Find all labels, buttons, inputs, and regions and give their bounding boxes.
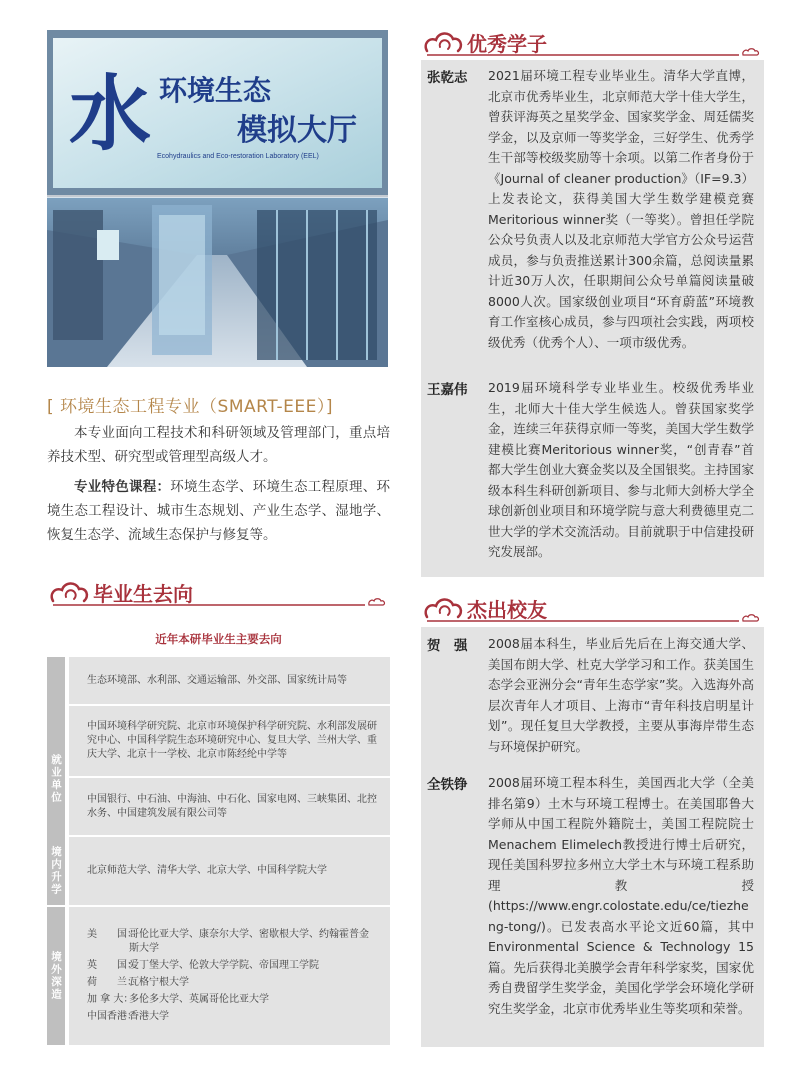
abroad-list: [69, 907, 390, 1045]
major-intro: 本专业面向工程技术和科研领域及管理部门，重点培养技术型、研究型或管理型高级人才。: [47, 425, 390, 465]
abroad-country: 中国香港：: [87, 1011, 137, 1022]
student-card: [427, 66, 764, 376]
sign-subtitle: Ecohydraulics and Eco-restoration Laboratory (EEL): [157, 153, 319, 160]
abroad-country: 英 国：: [87, 960, 137, 971]
category-domestic-label: 境内升学: [50, 846, 62, 896]
abroad-country: 美 国：: [87, 929, 137, 940]
lab-hall-photo: [47, 30, 388, 367]
sign-water-character: 水: [69, 67, 152, 162]
employment-row-research: [69, 706, 390, 776]
student-name: 张乾志: [427, 70, 468, 86]
abroad-schools: 瓦格宁根大学: [129, 977, 189, 988]
alumni-card: [427, 634, 764, 769]
abroad-row-netherlands: [87, 976, 378, 990]
courses-lead: 专业特色课程：: [74, 479, 171, 495]
section-header-alumni: [421, 590, 764, 630]
alumni-card: [427, 773, 764, 1043]
domestic-row: [69, 837, 390, 905]
employment-row-government: [69, 657, 390, 704]
category-employment-label: 就业单位: [50, 753, 62, 804]
students-heading: 优秀学子: [467, 32, 547, 56]
sign-line-2: 模拟大厅: [237, 113, 357, 148]
alumni-name: 贺 强: [427, 638, 468, 654]
abroad-country: 加 拿 大：: [87, 994, 134, 1005]
abroad-row-canada: [87, 993, 378, 1007]
abroad-row-hongkong: [87, 1010, 378, 1024]
employment-research-text: 中国环境科学研究院、北京市环境保护科学研究院、水利部发展研究中心、中国科学院生态环境研究中心、复旦大学、兰州大学、重庆大学、北京十一学校、北京市陈经纶中学等: [87, 721, 377, 760]
alumni-name: 全铁铮: [427, 777, 468, 793]
employment-row-enterprise: [69, 778, 390, 835]
student-card: [427, 378, 764, 573]
major-title: [ 环境生态工程专业（SMART-EEE）]: [47, 397, 334, 417]
alumni-heading: 杰出校友: [467, 598, 547, 622]
employment-enterprise-text: 中国银行、中石油、中海油、中石化、国家电网、三峡集团、北控水务、中国建筑发展有限公司等: [87, 793, 377, 819]
student-bio: 2019届环境科学专业毕业生。校级优秀毕业生，北师大十佳大学生候选人。曾获国家奖学金，连续三年获得京师一等奖，美国大学生数学建模比赛Meritorious winner奖，“创青春”首都大学生创业大赛金奖以及全国银奖。主持国家级本科生科研创新项目、参与北师大剑桥大学全球创新创业项目和环境学院与意大利费德里克二世大学的学术交流活动。目前就职于中信建投研究发展部。: [488, 380, 754, 559]
abroad-schools: 哥伦比亚大学、康奈尔大学、密歇根大学、约翰霍普金斯大学: [129, 929, 369, 954]
courses-list: 环境生态学、环境生态工程原理、环境生态工程设计、城市生态规划、产业生态学、湿地学、恢复生态学、流域生态保护与修复等。: [47, 479, 390, 543]
abroad-schools: 香港大学: [129, 1011, 169, 1022]
category-abroad: [47, 907, 65, 1045]
alumni-bio: 2008届环境工程本科生，美国西北大学（全美排名第9）土木与环境工程博士。在美国耶鲁大学师从中国工程院外籍院士，美国工程院院士Menachem Elimelech教授进行博士后研究，现任美国科罗拉多州立大学土木与环境工程系助理教授(https://www.engr.colostate.edu/ce/tiezheng-tong/)。已发表高水平论文近60篇，其中Environmental Science & Technology 15篇。先后获得北美膜学会青年科学家奖，国家优秀自费留学生奖学金，美国化学学会环境化学研究生奖学金，北京市优秀毕业生等奖项和荣誉。: [488, 775, 754, 1016]
major-courses: [47, 475, 390, 547]
student-name: 王嘉伟: [427, 382, 468, 398]
alumni-bio: 2008届本科生，毕业后先后在上海交通大学、美国布朗大学、杜克大学学习和工作。获美国生态学会亚洲分会“青年生态学家”奖。入选海外高层次青年人才项目、上海市“青年科技启明星计划”。现任复旦大学教授，主要从事海岸带生态与环境保护研究。: [488, 636, 754, 754]
abroad-schools: 爱丁堡大学、伦敦大学学院、帝国理工学院: [129, 960, 319, 971]
employment-government-text: 生态环境部、水利部、交通运输部、外交部、国家统计局等: [87, 674, 347, 686]
domestic-text: 北京师范大学、清华大学、北京大学、中国科学院大学: [87, 865, 327, 876]
category-abroad-label: 境外深造: [50, 951, 62, 1001]
abroad-country: 荷 兰：: [87, 977, 137, 988]
category-domestic: [47, 837, 65, 905]
sign-line-1: 环境生态: [159, 74, 272, 107]
graduates-table-caption: 近年本研毕业生主要去向: [155, 632, 282, 646]
student-bio: 2021届环境工程专业毕业生。清华大学直博，北京市优秀毕业生，北京师范大学十佳大学生，曾获评海英之星奖学金、国家奖学金、周廷儒奖学金，以及京师一等奖学金，三好学生、优秀学生干部等校级奖励等十余项。以第二作者身份于《Journal of cleaner production》（IF=9.3）上发表论文，获得美国大学生数学建模竞赛Meritorious winner奖（一等奖）。曾担任学院公众号负责人以及北京师范大学官方公众号运营成员，参与负责推送累计300余篇，总阅读量累计近30万人次，任职期间公众号单篇阅读量破8000人次。国家级创业项目“环育蔚蓝”环境教育工作室核心成员，参与四项社会实践，两项校级优秀（优秀个人）、一项市级优秀。: [488, 68, 754, 350]
graduates-heading: 毕业生去向: [93, 582, 193, 606]
abroad-schools: 多伦多大学、英属哥伦比亚大学: [129, 994, 269, 1005]
abroad-row-usa: [87, 928, 378, 956]
section-header-graduates: [47, 574, 390, 614]
section-header-students: [421, 24, 764, 64]
abroad-row-uk: [87, 959, 378, 973]
